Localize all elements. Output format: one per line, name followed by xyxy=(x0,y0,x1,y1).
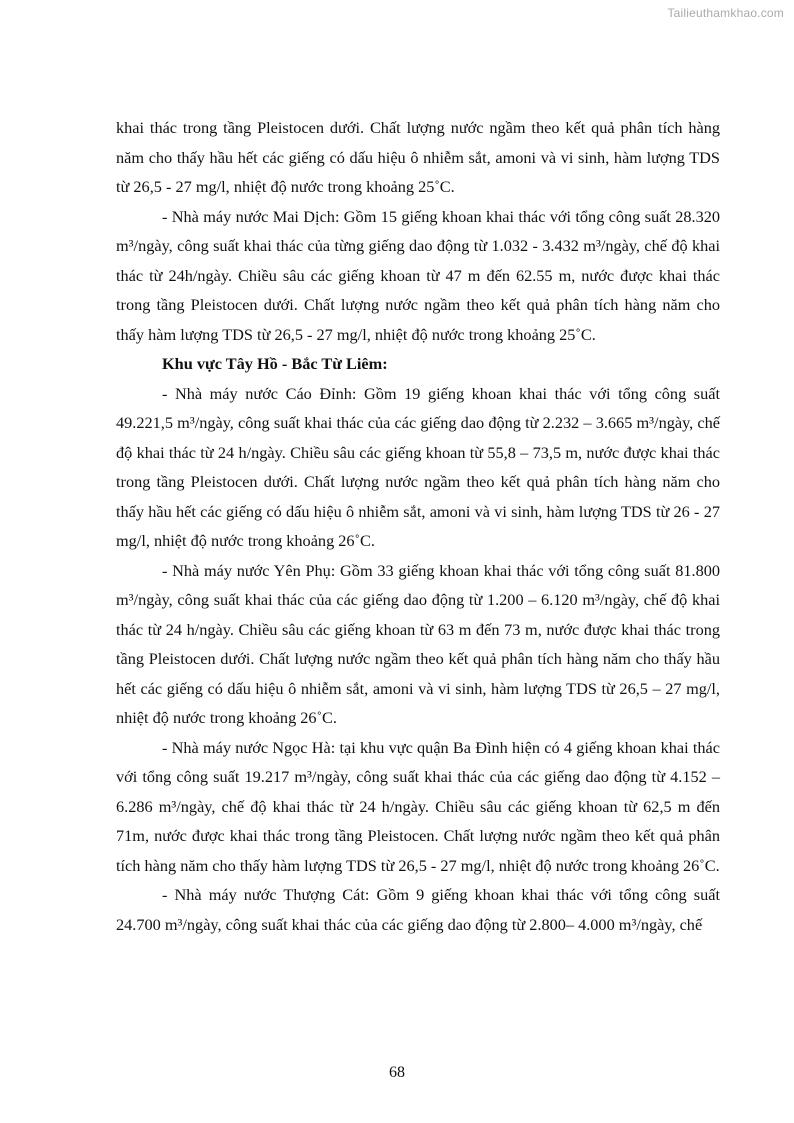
page-body xyxy=(116,113,720,939)
paragraph-mai-dich: - Nhà máy nước Mai Dịch: Gồm 15 giếng khoan khai thác với tổng công suất 28.320 m³/ngày, công suất khai thác của từng giếng dao động từ 1.032 - 3.432 m³/ngày, chế độ khai thác từ 24h/ngày. Chiều sâu các giếng khoan từ 47 m đến 62.55 m, nước được khai thác trong tầng Pleistocen dưới. Chất lượng nước ngầm theo kết quả phân tích hàng năm cho thấy hàm lượng TDS từ 26,5 - 27 mg/l, nhiệt độ nước trong khoảng 25˚C. xyxy=(116,206,720,344)
section-heading-tay-ho: Khu vực Tây Hồ - Bắc Từ Liêm: xyxy=(162,354,388,373)
page-number: 68 xyxy=(389,1064,405,1081)
paragraph-cao-dinh: - Nhà máy nước Cáo Đỉnh: Gồm 19 giếng khoan khai thác với tổng công suất 49.221,5 m³/ngày, công suất khai thác của các giếng dao động từ 2.232 – 3.665 m³/ngày, chế độ khai thác từ 24 h/ngày. Chiều sâu các giếng khoan từ 55,8 – 73,5 m, nước được khai thác trong tầng Pleistocen dưới. Chất lượng nước ngầm theo kết quả phân tích hàng năm cho thấy hầu hết các giếng có dấu hiệu ô nhiễm sắt, amoni và vi sinh, hàm lượng TDS từ 26 - 27 mg/l, nhiệt độ nước trong khoảng 26˚C. xyxy=(116,383,720,550)
paragraph-continuation: khai thác trong tầng Pleistocen dưới. Chất lượng nước ngầm theo kết quả phân tích hàng năm cho thấy hầu hết các giếng có dấu hiệu ô nhiễm sắt, amoni và vi sinh, hàm lượng TDS từ 26,5 - 27 mg/l, nhiệt độ nước trong khoảng 25˚C. xyxy=(116,118,720,196)
watermark: Tailieuthamkhao.com xyxy=(667,6,784,20)
paragraph-yen-phu: - Nhà máy nước Yên Phụ: Gồm 33 giếng khoan khai thác với tổng công suất 81.800 m³/ngày, công suất khai thác của các giếng dao động từ 1.200 – 6.120 m³/ngày, chế độ khai thác từ 24 h/ngày. Chiều sâu các giếng khoan từ 63 m đến 73 m, nước được khai thác trong tầng Pleistocen dưới. Chất lượng nước ngầm theo kết quả phân tích hàng năm cho thấy hầu hết các giếng có dấu hiệu ô nhiễm sắt, amoni và vi sinh, hàm lượng TDS từ 26,5 – 27 mg/l, nhiệt độ nước trong khoảng 26˚C. xyxy=(116,560,720,727)
paragraph-thuong-cat: - Nhà máy nước Thượng Cát: Gồm 9 giếng khoan khai thác với tổng công suất 24.700 m³/ngày, công suất khai thác của các giếng dao động từ 2.800– 4.000 m³/ngày, chế xyxy=(116,885,720,934)
paragraph-ngoc-ha: - Nhà máy nước Ngọc Hà: tại khu vực quận Ba Đình hiện có 4 giếng khoan khai thác với tổng công suất 19.217 m³/ngày, công suất khai thác của các giếng dao động từ 4.152 – 6.286 m³/ngày, chế độ khai thác từ 24 h/ngày. Chiều sâu các giếng khoan từ 62,5 m đến 71m, nước được khai thác trong tầng Pleistocen. Chất lượng nước ngầm theo kết quả phân tích hàng năm cho thấy hàm lượng TDS từ 26,5 - 27 mg/l, nhiệt độ nước trong khoảng 26˚C. xyxy=(116,737,720,875)
